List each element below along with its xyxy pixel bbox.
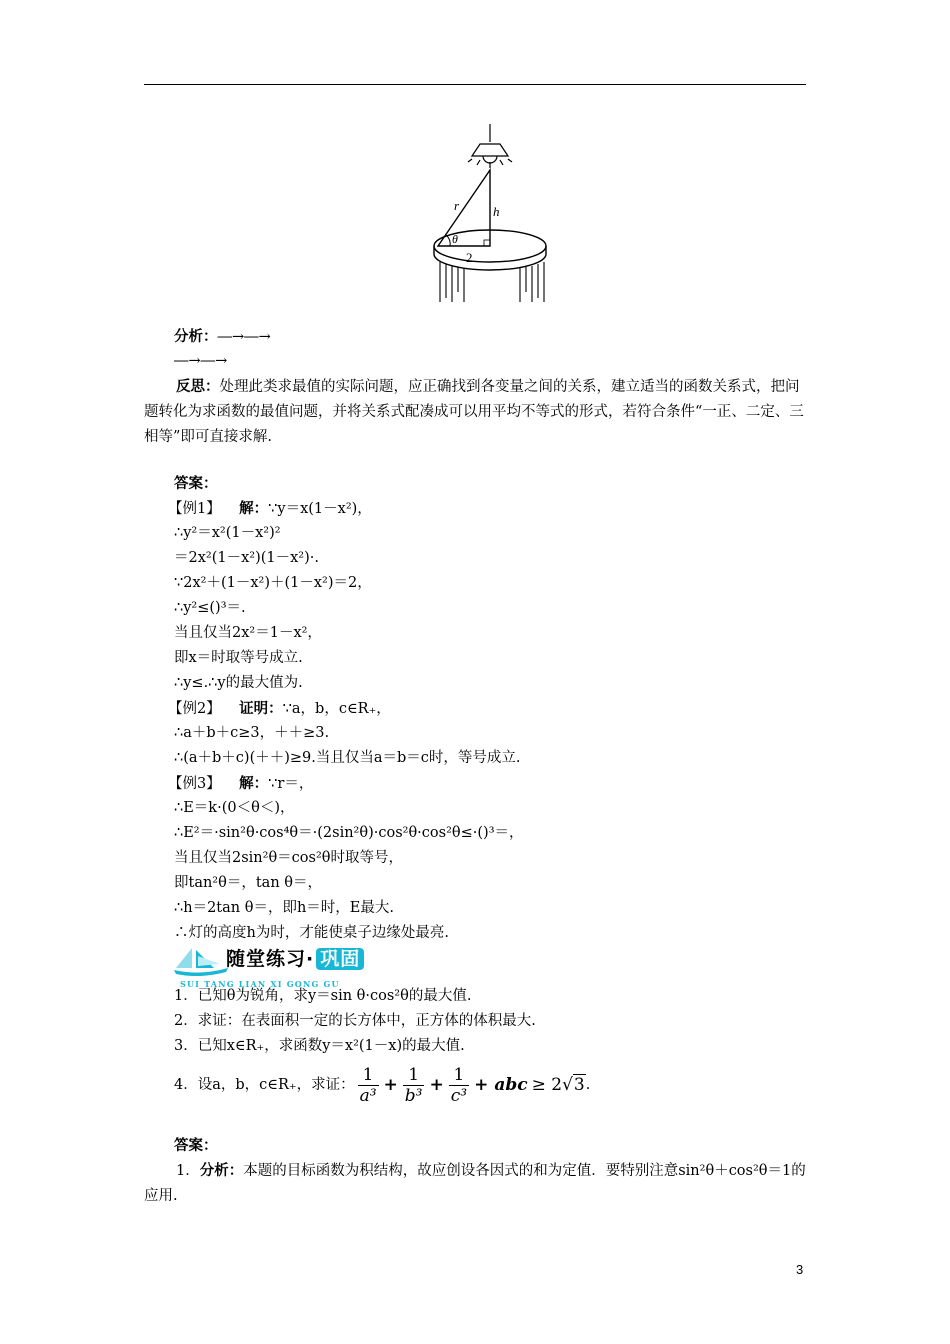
label-theta: θ — [452, 232, 458, 246]
ex2-line-2: ∴a＋b＋c≥3，＋＋≥3. — [174, 725, 330, 741]
page-number: 3 — [796, 1262, 804, 1277]
practice-section-badge — [170, 946, 814, 989]
analysis-line-1: 分析：―→―→ — [174, 328, 271, 345]
fraction-b: $\frac{1}{\text{b³}}$ — [404, 1064, 423, 1106]
ex3-line-5: 即tan²θ＝，tan θ＝， — [174, 875, 323, 891]
ex3-line-2: ∴E＝k·(0＜θ＜)， — [174, 800, 295, 816]
answer-1-paragraph: 1．分析：本题的目标函数为积结构，故应创设各因式的和为定值．要特别注意sin²θ＋cos²θ＝1的应用. — [144, 1162, 806, 1204]
lamp-shade — [472, 144, 508, 156]
fraction-c: $\frac{1}{\text{c³}}$ — [450, 1064, 468, 1106]
question-4: 4．设a，b，c∈R₊，求证： $\frac{1}{\text{a³}}$ + $\frac{1}{\text{b³}}$ + $\frac{1}{\text{c³}}$ + abc ≥ 2 √3 . — [174, 1064, 591, 1106]
ex2-line-3: ∴(a＋b＋c)(＋＋)≥9.当且仅当a＝b＝c时，等号成立. — [174, 750, 521, 766]
lamp-bulb — [483, 156, 497, 163]
ex1-line-5: ∴y²≤()³＝. — [174, 600, 246, 616]
practice-pinyin: SUI TANG LIAN XI GONG GU — [180, 979, 340, 989]
header-rule — [144, 84, 806, 85]
ex1-line-4: ∵2x²＋(1－x²)＋(1－x²)＝2， — [174, 575, 372, 591]
reflection-paragraph: 反思：处理此类求最值的实际问题，应正确找到各变量之间的关系，建立适当的函数关系式，把问题转化为求函数的最值问题，并将关系式配凑成可以用平均不等式的形式，若符合条件“一正、二定、三相等”即可直接求解. — [144, 378, 804, 445]
ex3-line-6: ∴h＝2tan θ＝，即h＝时，E最大. — [174, 900, 394, 916]
ex1-line-1: 【例1】 解：∵y＝x(1－x²)， — [168, 500, 372, 517]
table-legs — [440, 262, 544, 302]
question-2: 2．求证：在表面积一定的长方体中，正方体的体积最大. — [174, 1013, 536, 1029]
main-content — [144, 324, 814, 1209]
label-r: r — [454, 198, 460, 213]
analysis-line-2: ―→―→ — [174, 353, 228, 369]
ex2-line-1: 【例2】 证明：∵a，b，c∈R₊， — [168, 700, 391, 717]
practice-title: 随堂练习· 巩固 — [226, 947, 364, 972]
ex1-line-7: 即x＝时取等号成立. — [174, 650, 303, 666]
lamp-table-figure — [428, 122, 553, 304]
ex3-line-7: ∴灯的高度h为时，才能使桌子边缘处最亮. — [174, 925, 449, 941]
answers-heading-2: 答案： — [174, 1137, 218, 1154]
ex1-line-2: ∴y²＝x²(1－x²)² — [174, 525, 281, 541]
answers-heading: 答案： — [174, 475, 218, 492]
fraction-a: $\frac{1}{\text{a³}}$ — [359, 1064, 377, 1106]
ex3-line-1: 【例3】 解：∵r＝， — [168, 775, 314, 792]
question-3: 3．已知x∈R₊，求函数y＝x²(1－x)的最大值. — [174, 1038, 465, 1054]
label-h: h — [493, 204, 500, 219]
ex1-line-3: ＝2x²(1－x²)(1－x²)·. — [174, 550, 319, 566]
ex3-line-3: ∴E²＝·sin²θ·cos⁴θ＝·(2sin²θ)·cos²θ·cos²θ≤·()³＝， — [174, 825, 524, 841]
ex3-line-4: 当且仅当2sin²θ＝cos²θ时取等号， — [174, 850, 404, 866]
label-base: 2 — [466, 250, 473, 265]
theta-arc — [446, 235, 450, 246]
question-1: 1．已知θ为锐角，求y＝sin θ·cos²θ的最大值. — [174, 988, 472, 1004]
ex1-line-6: 当且仅当2x²＝1－x²， — [174, 625, 322, 641]
light-triangle — [438, 170, 490, 246]
ex1-line-8: ∴y≤.∴y的最大值为. — [174, 675, 303, 691]
